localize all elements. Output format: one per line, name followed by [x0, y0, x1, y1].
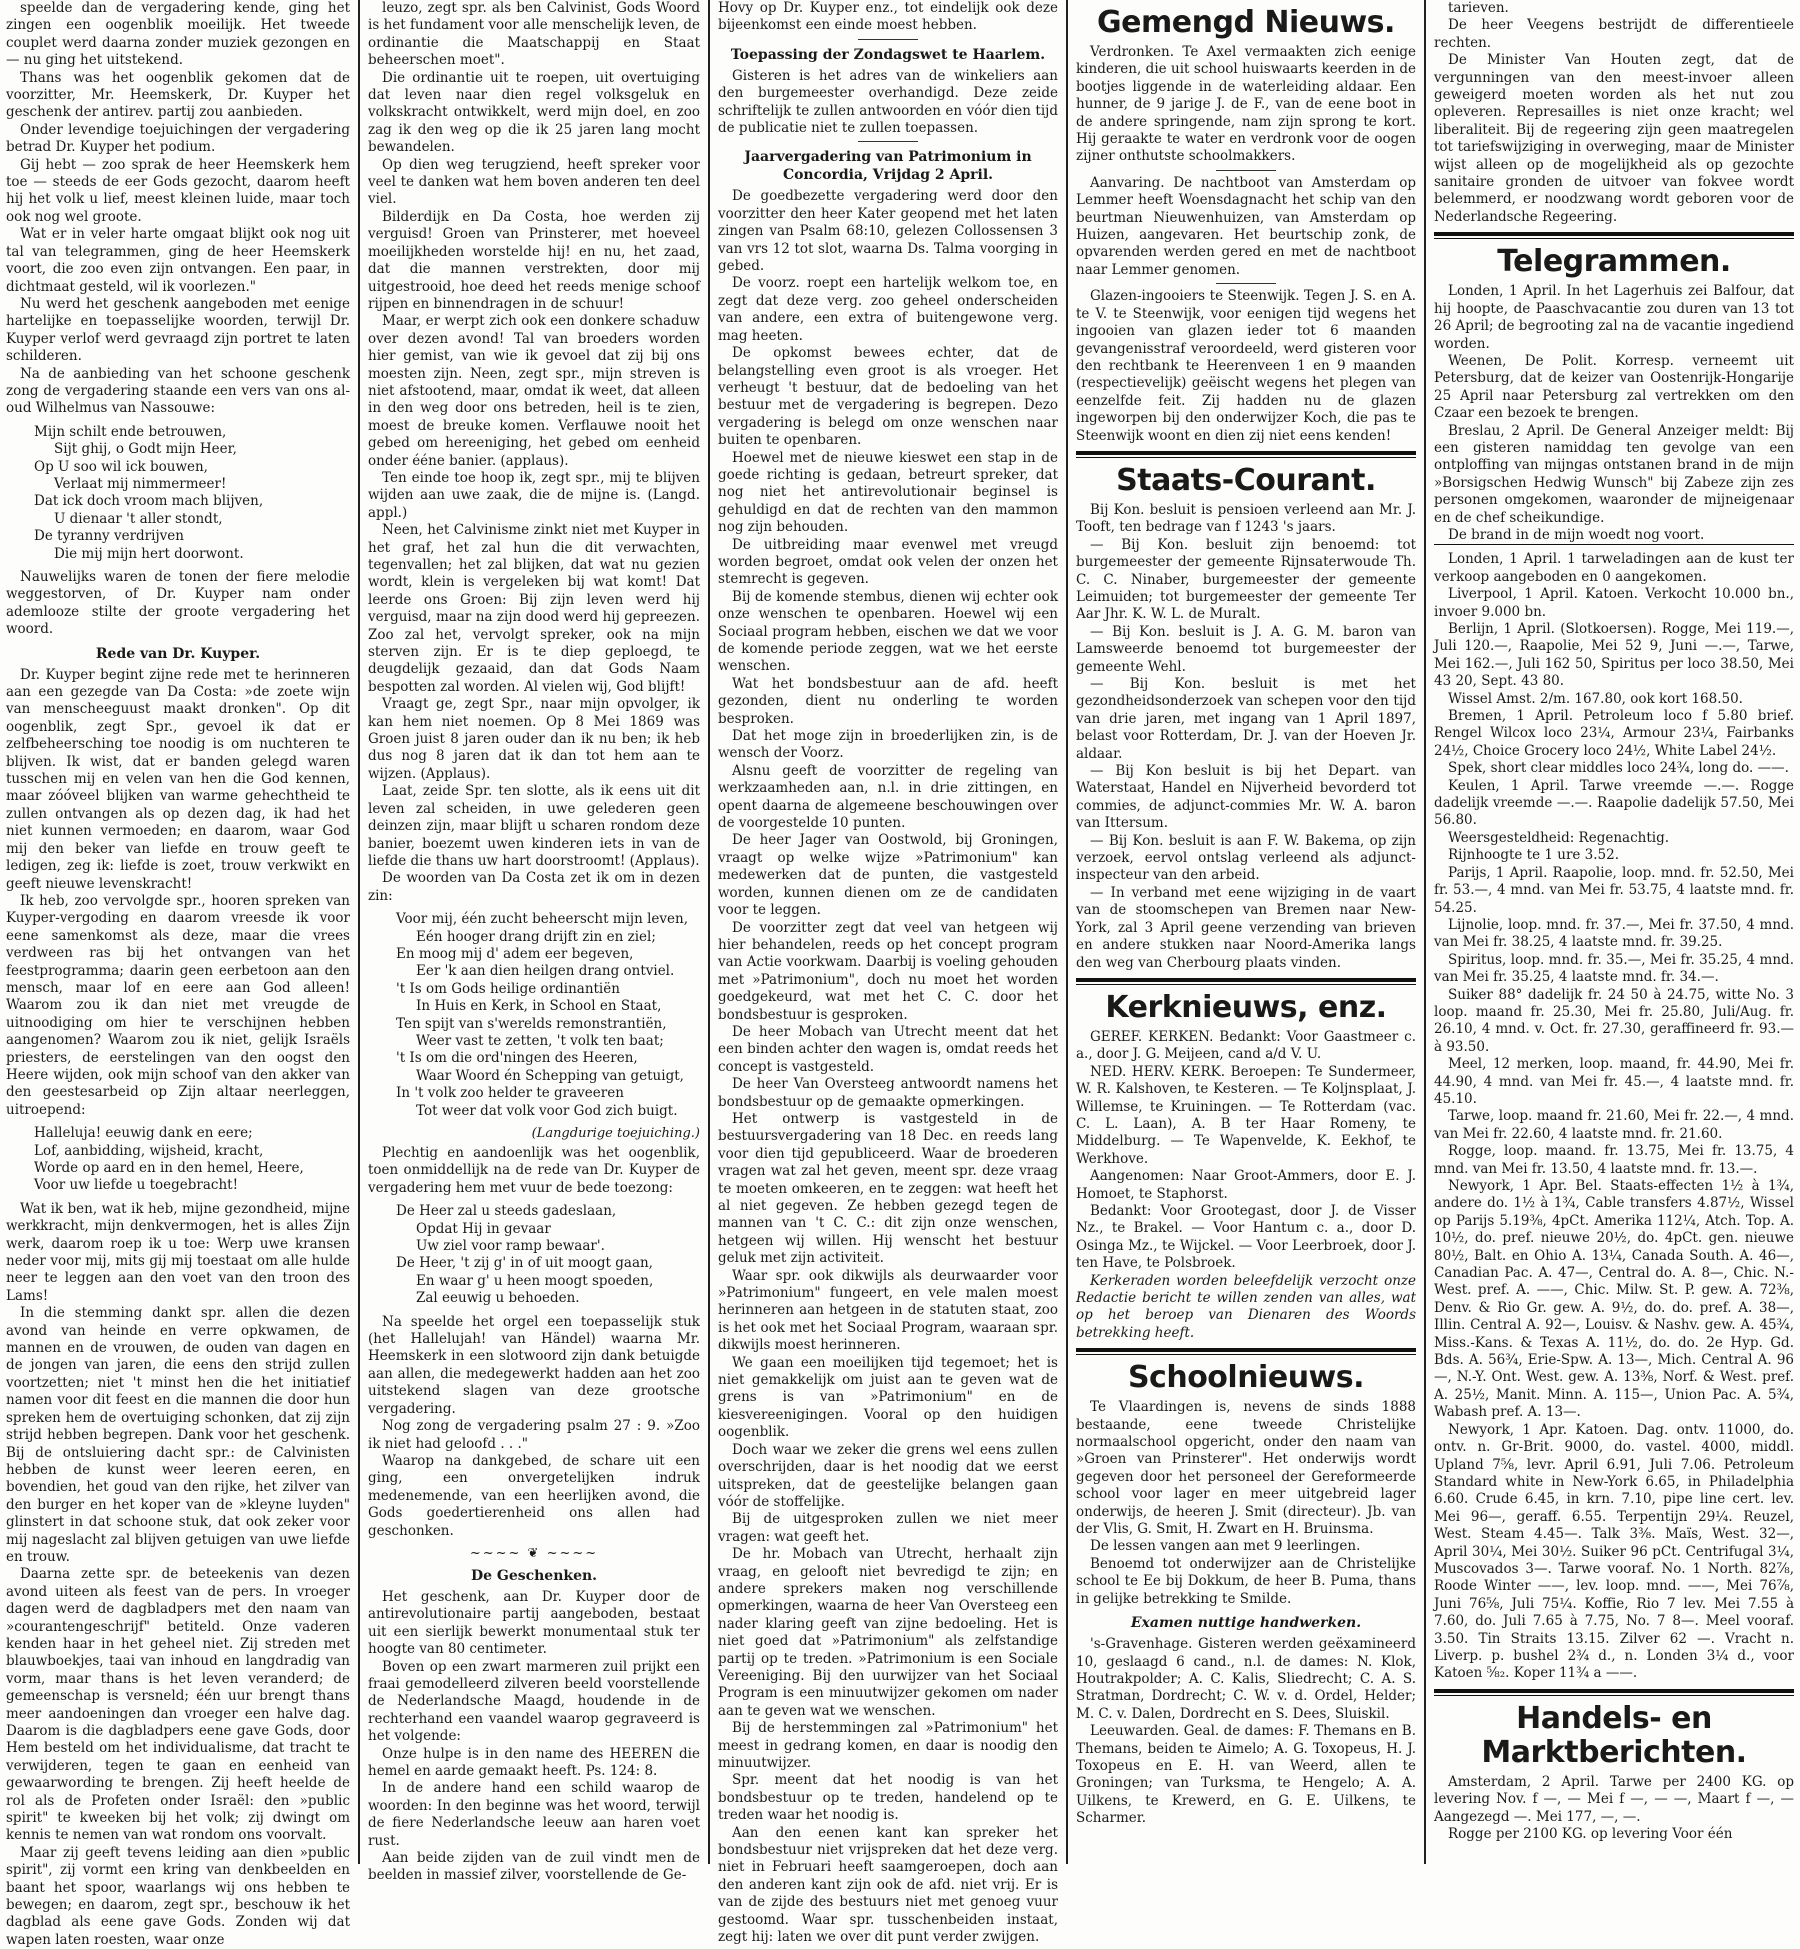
- paragraph: Waar spr. ook dikwijls als deurwaarder voor »Patrimonium" fungeert, en vele malen moest herinneren aan hetgeen in de statuten staat, zoo is het ook met het Sociaal Program, waaraan spr. dikwijls moest herinneren.: [718, 1267, 1058, 1354]
- paragraph: speelde dan de vergadering kende, ging het zingen een oogenblik moeilijk. Het tweede couplet werd daarna zonder muziek gezongen en — nu ging het uitstekend.: [6, 0, 350, 69]
- verse-line: De Heer, 't zij g' in of uit moogt gaan,: [396, 1255, 653, 1272]
- paragraph: De lessen vangen aan met 9 leerlingen.: [1090, 1538, 1361, 1555]
- paragraph: — Bij Kon. besluit is met het gezondheidsonderzoek van schepen voor den tijd van drie jaren, met ingang van 1 April 1897, belast voor Rotterdam, Dr. J. van der Hoeven Jr. aldaar.: [1076, 676, 1416, 762]
- paragraph: Wissel Amst. 2/m. 167.80, ook kort 168.50.: [1448, 690, 1743, 707]
- paragraph: — Bij Kon. besluit zijn benoemd: tot burgemeester der gemeente Rijnsaterwoude Th. C. C. Ninaber, burgemeester der gemeente Leimuiden; tot burgemeester der gemeente Ter Aar Jhr. K. W. L. de Muralt.: [1076, 536, 1416, 623]
- paragraph: — In verband met eene wijziging in de vaart van de stoomschepen van Bremen naar New-York, zal 3 April geene verzending van brieven en andere stukken naar Noord-Amerika langs den weg van Cherbourg plaats vinden.: [1076, 884, 1416, 971]
- paragraph: Glazen-ingooiers te Steenwijk. Tegen J. S. en A. te V. te Steenwijk, voor eenigen tijd wegens het ingooien van glazen ieder tot 6 maanden gevangenisstraf veroordeeld, werd gisteren voor den rechtbank te Heerenveen 1 en 9 maanden (respectievelijk) geëischt wegens het plegen van eenzelfde feit. Zij hadden nu de glazen ingeworpen bij den onderwijzer Koch, die pas te Steenwijk woont en dien zij niet eens kenden!: [1076, 288, 1416, 444]
- verse-line: Voor mij, één zucht beheerscht mijn leven,: [396, 911, 688, 928]
- paragraph: Waarop na dankgebed, de schare uit een ging, een onvergetelijken indruk medenemende, van een heerlijken avond, die Gods goedertierenheid ons allen had geschonken.: [368, 1452, 700, 1539]
- paragraph: Hovy op Dr. Kuyper enz., tot eindelijk ook deze bijeenkomst een einde moest hebben.: [718, 0, 1058, 34]
- paragraph: Na de aanbieding van het schoone geschenk zong de vergadering staande een vers van ons al-oud Wilhelmus van Nassouwe:: [6, 365, 350, 417]
- separator-rule: [1216, 170, 1276, 171]
- paragraph: Ik heb, zoo vervolgde spr., hooren spreken van Kuyper-vergoding en daarom vreesde ik voor eene samenkomst als deze, maar die vrees verdween ras bij het ontvangen van het feestprogramma; daarin geen eerbetoon aan den mensch, maar lof en eere aan God alleen! Waarom zou ik dan niet met vreugde de uitnoodiging om hier te verschijnen hebben aangenomen? Waarom zou ik niet, gelijk Israëls priesters, de eerstelingen van den oogst den Heere wijden, ook mijn schoof van den akker van den geestesarbeid op Zijn altaar neerleggen, uitroepend:: [6, 892, 350, 1118]
- paragraph: Newyork, 1 Apr. Katoen. Dag. ontv. 11000, do. ontv. n. Gr-Brit. 9000, do. vastel. 4000, middl. Upland 7⅝, levr. April 6.91, Juli 7.06. Petroleum Standard white in New-York 6.65, in Philadelphia 6.60. Crude 6.45, in krn. 7.10, pipe line cert. lev. Mei 96—, geraff. 6.55. Terpentijn 29¼. Reuzel, West. Steam 4.45—. Talk 3⅜. Maïs, West. 32—, April 30¼, Mei 30½. Suiker 96 pCt. Centrifugal 3¼, Muscovados 3—. Tarwe vooraf. No. 1 North. 82⅞, Roode Winter ——, lev. loop. mnd. ——, Mei 76⅞, Juni 76⅝, Juli 75¼. Koffie, Rio 7 lev. Mei 7.55 à 7.60, do. Juli 7.65 à 7.75, No. 7 8—. Meel vooraf. 3.50. Tin Straits 13.15. Zilver 62 —. Vracht n. Liverp. p. bushel 2¾ d., n. Londen 3¼ d., voor Katoen ⅝₂. Koper 11¾ a ——.: [1434, 1421, 1794, 1682]
- separator-rule: [858, 39, 918, 40]
- section-rule: [1076, 451, 1416, 455]
- paragraph: Vraagt ge, zegt Spr., naar mijn opvolger, ik kan hem niet noemen. Op 8 Mei 1869 was Groen juist 8 jaren ouder dan ik nu ben; ik heb dus nog 8 jaren dat ik dan tot hem aan te wijzen. (Applaus).: [368, 696, 700, 782]
- column-rule: [708, 0, 710, 1864]
- paragraph: Londen, 1 April. 1 tarweladingen aan de kust ter verkoop aangeboden en 0 aangekomen.: [1434, 551, 1794, 585]
- paragraph: De voorzitter zegt dat veel van hetgeen wij hier behandelen, reeds op het concept program van Actie voorkwam. Daarbij is voeling gehouden met »Patrimonium", doch nu moet het worden goedgekeurd, wat met het C. C. door het bondsbestuur is gesproken.: [718, 919, 1058, 1023]
- verse-line: Tot weer dat volk voor God zich buigt.: [416, 1102, 678, 1119]
- ornament: ~~~~ ❦ ~~~~: [469, 1545, 599, 1561]
- paragraph: Rijnhoogte te 1 ure 3.52.: [1448, 847, 1620, 864]
- verse-line: En waar g' u heen moogt spoeden,: [416, 1272, 654, 1289]
- paragraph: De hr. Mobach van Utrecht, herhaalt zijn vraag, en gelooft niet bevredigd te zijn; en andere sprekers maken nog verschillende opmerkingen, waarna de heer Van Oversteeg een nader klaring geeft van zijne bedoeling. Het is niet goed dat »Patrimonium" als zelfstandige partij op te treden. »Patrimonium is een Sociale Vereeniging. Bij den uurwijzer van het Sociaal Program is een minuutwijzer gekomen om nader aan te geven wat we wenschen.: [718, 1546, 1058, 1719]
- paragraph: In de andere hand een schild waarop de woorden: In den beginne was het woord, terwijl de fiere Nederlandsche leeuw aan haren voet rust.: [368, 1780, 700, 1849]
- paragraph: Weenen, De Polit. Korresp. verneemt uit Petersburg, dat de keizer van Oostenrijk-Hongarije 25 April naar Petersburg zal vertrekken om den Czaar een bezoek te brengen.: [1434, 352, 1794, 422]
- section-heading: Kerknieuws, enz.: [1105, 989, 1387, 1025]
- verse-block: [34, 424, 350, 563]
- paragraph: De woorden van Da Costa zet ik om in dezen zin:: [368, 870, 700, 904]
- gifts-heading: De Geschenken.: [470, 1567, 598, 1584]
- verse-line: 't Is om Gods heilige ordinantiën: [396, 980, 620, 997]
- section-heading: Gemengd Nieuws.: [1097, 5, 1395, 40]
- paragraph: Neen, het Calvinisme zinkt niet met Kuyper in het graf, het zal hun die dit verwachten, tegenvallen; het zal blijken, dat wat nu gezien wordt, klein is vergeleken bij wat komt! Dat leerde ons Groen: Bij zijn leven werd hij verguisd, maar na zijn dood werd hij gepreezen. Zoo zal het, vervolgt spreker, ook na mijn sterven zijn. Er is te diep geploegd, te deugdelijk gezaaid, dan dat Gods Naam bespotten zal worden. Al vielen wij, God blijft!: [368, 522, 700, 695]
- verse-line: En moog mij d' adem eer begeven,: [396, 945, 634, 962]
- paragraph: Suiker 88° dadelijk fr. 24 50 à 24.75, witte No. 3 loop. maand fr. 25.30, Mei fr. 25.80, Juli/Aug. fr. 26.10, 4 mnd. v. Oct. fr. 27.30, geraffineerd fr. 93.— à 93.50.: [1434, 986, 1794, 1055]
- paragraph: Aangenomen: Naar Groot-Ammers, door E. J. Homoet, te Staphorst.: [1076, 1168, 1416, 1202]
- paragraph: Aan den eenen kant kan spreker het bondsbestuur niet vrijspreken dat het deze verg. niet in Februari heeft saamgeroepen, doch aan den anderen kant zijn ook de afd. niet vrij. Er is van de zijde des bestuurs niet met genoeg vuur gestoomd. Waar spr. tusschenbeiden instaat, zegt hij: laten we over dit punt verder zwijgen.: [718, 1824, 1058, 1946]
- verse-line: Mijn schilt ende betrouwen,: [34, 423, 227, 440]
- section-heading: Staats-Courant.: [1116, 462, 1376, 498]
- paragraph: Op dien weg terugziend, heeft spreker voor veel te danken wat hem boven anderen ten deel viel.: [368, 156, 700, 208]
- paragraph: Nog zong de vergadering psalm 27 : 9. »Zoo ik niet had geloofd . . .": [368, 1418, 700, 1452]
- verse-line: Uw ziel voor ramp bewaar'.: [416, 1238, 605, 1255]
- paragraph: Parijs, 1 April. Raapolie, loop. mnd. fr. 52.50, Mei fr. 53.—, 4 mnd. van Mei fr. 53.75, 4 laatste mnd. fr. 54.25.: [1434, 864, 1794, 916]
- paragraph: Het geschenk, aan Dr. Kuyper door de antirevolutionaire partij aangeboden, bestaat uit een sierlijk bewerkt monumentaal stuk ter hoogte van 80 centimeter.: [368, 1588, 700, 1658]
- paragraph: tarieven.: [1448, 0, 1509, 16]
- paragraph: De brand in de mijn woedt nog voort.: [1448, 526, 1705, 543]
- section-rule: [1434, 232, 1794, 236]
- paragraph: Liverpool, 1 April. Katoen. Verkocht 10.000 bn., invoer 9.000 bn.: [1434, 586, 1794, 620]
- paragraph: Maar, er werpt zich ook een donkere schaduw over dezen avond! Tal van broeders worden hier gemist, van wie ik gevoel dat zij bij ons moesten zijn. Neen, zegt spr., mijn streven is niet afstootend, maar, omdat ik weet, dat alleen in den weg door ons betreden, heil is te zien, moest de breuke komen. Verflauwe nooit het gebed om hereeniging, het gebed om eenheid onder ééne banier. (applaus).: [368, 313, 700, 469]
- paragraph: Amsterdam, 2 April. Tarwe per 2400 KG. op levering Nov. f —, — Mei f —, — —, Maart f —, — Aangezegd —. Mei 177, —, —.: [1434, 1773, 1794, 1825]
- verse-line: Ten spijt van s'werelds remonstrantiën,: [396, 1015, 667, 1032]
- paragraph: De heer Jager van Oostwold, bij Groningen, vraagt op welke wijze »Patrimonium" kan medewerken dat de punten, die vastgesteld worden, kunnen dienen om ze de candidaten voor te leggen.: [718, 832, 1058, 919]
- paragraph: Onze hulpe is in den name des HEEREN die hemel en aarde gemaakt heeft. Ps. 124: 8.: [368, 1745, 700, 1779]
- paragraph: Onder levendige toejuichingen der vergadering betrad Dr. Kuyper het podium.: [6, 121, 350, 156]
- paragraph: Maar zij geeft tevens leiding aan dien »public spirit", zij vormt een kring van denkbeelden en baant het spoor, waarlangs wij ons hebben te bewegen; en daarom, zegt spr., beschouw ik het dagblad als eene gave Gods. Zonden wij dat wapen laten roesten, waar onze: [6, 1844, 350, 1948]
- paragraph: — Bij Kon. besluit is aan F. W. Bakema, op zijn verzoek, eervol ontslag verleend als adjunct-inspecteur van den arbeid.: [1076, 832, 1416, 884]
- paragraph: Gij hebt — zoo sprak de heer Heemskerk hem toe — steeds de eer Gods gezocht, daarom heeft hij het volk u lief, meest kleinen luide, maar toch ook nog wel groote.: [6, 156, 350, 225]
- verse-line: Weer vast te zetten, 't volk ten baat;: [416, 1032, 664, 1049]
- paragraph: Breslau, 2 April. De General Anzeiger meldt: Bij een gisteren namiddag ten gevolge van een ontploffing van mijngas ontstanen brand in de mijn »Borsigschen Hedwig Wunsch" bij Zabeze zijn zes personen omgekomen, waaronder de mijneigenaar en de chef scheikundige.: [1434, 422, 1794, 526]
- column-1: [0, 0, 356, 1948]
- paragraph: Keulen, 1 April. Tarwe vreemde —.—. Rogge dadelijk vreemde —.—. Raapolie dadelijk 57.50, Mei 56.80.: [1434, 777, 1794, 829]
- section-rule: [1434, 1695, 1794, 1696]
- paragraph: Aan beide zijden van de zuil vindt men de beelden in massief zilver, voorstellende de Ge-: [368, 1850, 700, 1884]
- paragraph: Te Vlaardingen is, nevens de sinds 1888 bestaande, eene tweede Christelijke normaalschool opgericht, onder den naam van »Groen van Prinsterer". Het onderwijs wordt gegeven door het personeel der Gereformeerde school voor lager en meer uitgebreid lager onderwijs, de heeren J. Smit (directeur). Jb. van der Vlis, G. Smit, H. Zwart en H. Bruinsma.: [1076, 1399, 1416, 1538]
- paragraph: — Bij Kon. besluit is J. A. G. M. baron van Lamsweerde benoemd tot burgemeester der gemeente Wehl.: [1076, 623, 1416, 675]
- paragraph: Plechtig en aandoenlijk was het oogenblik, toen onmiddellijk na de rede van Dr. Kuyper de vergadering hem met vuur de bede toezong:: [368, 1145, 700, 1196]
- column-5: [1428, 0, 1800, 1864]
- verse-line: Worde op aard en in den hemel, Heere,: [34, 1160, 304, 1176]
- paragraph: Bedankt: Voor Grootegast, door J. de Visser Nz., te Brakel. — Voor Hantum c. a., door D. Osinga Mz., te Wijckel. — Voor Leerbroek, door J. ten Have, te Polsbroek.: [1076, 1202, 1416, 1272]
- paragraph: De goedbezette vergadering werd door den voorzitter den heer Kater geopend met het laten zingen van Psalm 68:10, gelezen Collossensen 3 van vrs 12 tot slot, waarna Ds. Talma voorging in gebed.: [718, 188, 1058, 275]
- section-rule: [1076, 984, 1416, 985]
- paragraph: Berlijn, 1 April. (Slotkoersen). Rogge, Mei 119.—, Juli 120.—, Raapolie, Mei 52 9, Juni —.—, Tarwe, Mei 162.—, Juli 162 50, Spiritus per loco 38.50, Mei 43 20, Sept. 43 80.: [1434, 621, 1794, 690]
- paragraph: De heer Van Oversteeg antwoordt namens het bondsbestuur op de gemaakte opmerkingen.: [718, 1076, 1058, 1110]
- paragraph: Alsnu geeft de voorzitter de regeling van werkzaamheden aan, n.l. in drie zittingen, en opent daarna de algemeene beschouwingen over de voorgestelde 10 punten.: [718, 762, 1058, 832]
- paragraph: Nu werd het geschenk aangeboden met eenige hartelijke en toepasselijke woorden, terwijl Dr. Kuyper verlof werd gevraagd zijn portret te laten schilderen.: [6, 295, 350, 365]
- verse-line: In Huis en Kerk, in School en Staat,: [416, 998, 662, 1015]
- paragraph: Meel, 12 merken, loop. maand, fr. 44.90, Mei fr. 44.90, 4 mnd. van Mei fr. 45.—, 4 laatste mnd. fr. 45.10.: [1434, 1056, 1794, 1107]
- paragraph: Newyork, 1 Apr. Bel. Staats-effecten 1½ à 1¾, andere do. 1½ à 1¾, Cable transfers 4.87½, Wissel op Parijs 5.19⅜, 4pCt. Amerika 112¼, Atch. Top. A. 10½, do. pref. nieuwe 20½, do. 4pCt. gen. nieuwe 80½, Balt. en Ohio A. 13¼, Canada South. A. 46—, Canadian Pac. A. 47—, Central do. A. 8—, Chic. N.-West. pref. A. ——, Chic. Milw. St. P. gew. A. 72⅜, Denv. & Rio Gr. gew. A. 9½, do. do. pref. A. 38—, Illin. Central A. 92—, Louisv. & Nashv. gew. A. 45¾, Miss.-Kans. & Texas A. 11½, do. do. 2e Hyp. Gd. Bds. A. 56¾, Erie-Spw. A. 13—, Mich. Central A. 96—, N.-Y. Ont. West. gew. A. 13⅜, Norf. & West. pref. A. 25½, Manit. Minn. A. 115—, Union Pac. A. 5¾, Wabash pref. A. 13—.: [1434, 1178, 1794, 1421]
- paragraph: Leeuwarden. Geal. de dames: F. Themans en B. Themans, beiden te Aimelo; A. G. Toxopeus, H. J. Toxopeus en E. H. van Weerd, allen te Groningen; van Turksma, te Hengelo; A. A. Uilkens, te Krewerd, en G. E. Uilkens, te Scharmer.: [1076, 1723, 1416, 1827]
- paragraph: Na speelde het orgel een toepasselijk stuk (het Hallelujah! van Händel) waarna Mr. Heemskerk in een slotwoord zijn dank betuigde aan allen, die medegewerkt hadden aan het zoo uitstekend slagen van deze grootsche vergadering.: [368, 1313, 700, 1417]
- section-rule: [1076, 1354, 1416, 1355]
- paragraph: Spiritus, loop. mnd. fr. 35.—, Mei fr. 35.25, 4 mnd. van Mei fr. 35.25, 4 laatste mnd. fr. 34.—.: [1434, 951, 1794, 986]
- paragraph: Dr. Kuyper begint zijne rede met te herinneren aan een gezegde van Da Costa: »de zoete wijn van menscheeguust maakt dronken". Op dit oogenblik, zegt Spr., gevoel ik dat er zelfbeheersching toe noodig is om nuchteren te blijven. Ik wist, dat er banden gelegd waren tusschen mij en velen van hen die God kennen, maar zóóveel blijken van warme gehechtheid te zullen ontvangen als op dezen dag, ik had het niet kunnen vermoeden; en daarom, waar God mij den beker van liefde en trouw geeft te ledigen, zeg ik: liefde is zoet, trouw verkwikt en geeft nieuwe levenskracht!: [6, 666, 350, 892]
- paragraph: Benoemd tot onderwijzer aan de Christelijke school te Ee bij Dokkum, de heer B. Puma, thans in gelijke betrekking te Smilde.: [1076, 1555, 1416, 1607]
- verse-line: Waar Woord én Schepping van getuigt,: [416, 1067, 684, 1084]
- paragraph: Bremen, 1 April. Petroleum loco f 5.80 brief. Rengel Wilcox loco 23¼, Armour 23¼, Fairbanks 24½, Choice Grocery loco 24½, White Label 24½.: [1434, 708, 1794, 759]
- paragraph: In die stemming dankt spr. allen die dezen avond van heinde en verre opkwamen, de mannen en de vrouwen, de ouden van dagen en de jongen van jaren, die eens den strijd zullen voortzetten; niet 't minst hen die het initiatief namen voor dit feest en die mannen die door hun spreken hem de overtuiging schonken, dat zij zijn strijd hebben begrepen. Dank voor het geschenk. Bij de ontsluiering dacht spr.: de Calvinisten hebben de kunst weer leeren eeren, en bovendien, het goud van den rijke, het zilver van den burger en het koper van de »kleyne luyden" glinstert in dat schoone stuk, dat ook zeker voor mij nageslacht zal blijven getuigen van uwe liefde en trouw.: [6, 1305, 350, 1565]
- verse-line: Dat ick doch vroom mach blijven,: [34, 493, 264, 510]
- separator-rule: [858, 141, 918, 142]
- paragraph: Bij de komende stembus, dienen wij echter ook onze wenschen te openbaren. Hoewel wij een Sociaal program hebben, eischen we dat we voor de komende periode zeggen, wat we het eerste wenschen.: [718, 588, 1058, 675]
- editorial-note: Kerkeraden worden beleefdelijk verzocht onze Redactie bericht te willen zenden van alles, wat op het beroep van Dienaren des Woords betrekking heeft.: [1076, 1272, 1416, 1341]
- paragraph: Wat ik ben, wat ik heb, mijne gezondheid, mijne werkkracht, mijn denkvermogen, het is alles Zijn werk, daarom roep ik u toe: Werp uwe kransen neder voor mij, mits gij mij toestaat om alle hulde neer te leggen aan den voet van den troon des Lams!: [6, 1200, 350, 1304]
- paragraph: Hoewel met de nieuwe kieswet een stap in de goede richting is gedaan, betreurt spreker, dat nog niet het antirevolutionair beginsel is gehuldigd en dat de rechten van den mammon nog zijn behouden.: [718, 449, 1058, 536]
- paragraph: Bij de herstemmingen zal »Patrimonium" het meest in gedrang komen, en daar is noodig den minuutwijzer.: [718, 1720, 1058, 1771]
- column-3: [712, 0, 1064, 1946]
- column-4: [1070, 0, 1422, 1864]
- verse-line: Opdat Hij in gevaar: [416, 1220, 551, 1237]
- paragraph: De Minister Van Houten zegt, dat de vergunningen van den meest-invoer alleen geweigerd moeten worden als het nut zou opleveren. Represailles is niet onze kracht; wel liberaliteit. Bij de regeering zijn geen maatregelen tot tariefswijziging in overweging, maar de Minister wijst alleen op de mogelijkheid als op gezochte sanitaire gronden de uitvoer van fokvee wordt belemmerd, er noodzwang wordt geboren voor de Nederlandsche Regeering.: [1434, 52, 1794, 225]
- speech-heading: Rede van Dr. Kuyper.: [95, 645, 261, 662]
- verse-line: Eer 'k aan dien heilgen drang ontviel.: [416, 963, 675, 980]
- verse-line: Die mij mijn hert doorwont.: [54, 545, 244, 562]
- column-2: [362, 0, 706, 1884]
- article-heading: Jaarvergadering van Patrimonium in Concordia, Vrijdag 2 April.: [744, 149, 1032, 184]
- verse-line: Zal eeuwig u behoeden.: [416, 1290, 580, 1307]
- paragraph: We gaan een moeilijken tijd tegemoet; het is niet gemakkelijk om juist aan te geven wat de grens is van »Patrimonium" en de kiesvereenigingen. Vooral op den huidigen oogenblik.: [718, 1354, 1058, 1441]
- paragraph: Rogge per 2100 KG. op levering Voor één: [1448, 1826, 1733, 1842]
- paragraph: Londen, 1 April. In het Lagerhuis zei Balfour, dat hij hoopte, de Paaschvacantie zou duren van 13 tot 26 April; de begrooting zal na de vacantie ingediend worden.: [1434, 283, 1794, 352]
- verse-line: Verlaat mij nimmermeer!: [54, 475, 227, 492]
- paragraph: Weersgesteldheid: Regenachtig.: [1448, 829, 1670, 846]
- verse-line: U dienaar 't aller stondt,: [54, 510, 223, 527]
- paragraph: Thans was het oogenblik gekomen dat de voorzitter, Mr. Heemskerk, Dr. Kuyper het geschenk der antirev. partij zou aanbieden.: [6, 69, 350, 121]
- verse-line: 't Is om die ord'ningen des Heeren,: [396, 1050, 638, 1067]
- paragraph: Bij Kon. besluit is pensioen verleend aan Mr. J. Tooft, ten bedrage van f 1243 's jaars.: [1076, 501, 1416, 536]
- verse-line: Halleluja! eeuwig dank en eere;: [34, 1125, 253, 1142]
- verse-block: [34, 1125, 350, 1195]
- paragraph: Daarna zette spr. de beteekenis van dezen avond uiteen als feest van de pers. In vroeger dagen werd de dagbladpers met den naam van »courantengeschrijf" betiteld. Onze vaderen kenden haar in het geheel niet. Zij streden met blauwboekjes, taai van inhoud en langdradig van vorm, maar thans is het leven veranderd; de gemeenschap is versneld; één uur brengt thans meer aandoeningen dan vroeger een halve dag. Daarom is die dagbladpers eene gave Gods, door Hem besteld om het individualisme, dat tracht te verwijderen, tegen te gaan en eenheid van gewaarwording te brengen. Zij heeft heelde de rol als de Profeten onder Israël: den »public spirit" te kweeken bij het volk; zij dwingt om kennis te nemen van wat rondom ons voorvalt.: [6, 1566, 350, 1844]
- verse-line: Sijt ghij, o Godt mijn Heer,: [54, 441, 237, 458]
- verse-line: Voor uw liefde u toegebracht!: [34, 1177, 239, 1194]
- article-heading: Toepassing der Zondagswet te Haarlem.: [730, 46, 1046, 63]
- paragraph: Dat het moge zijn in broederlijken zin, is de wensch der Voorz.: [718, 728, 1058, 762]
- section-heading: Handels- en Marktberichten.: [1481, 1700, 1747, 1770]
- verse-line: In 't volk zoo helder te graveeren: [396, 1085, 624, 1102]
- paragraph: De heer Veegens bestrijdt de differentieele rechten.: [1434, 17, 1794, 51]
- paragraph: GEREF. KERKEN. Bedankt: Voor Gaastmeer c. a., door J. G. Meijeen, cand a/d V. U.: [1076, 1028, 1416, 1063]
- paragraph: De opkomst bewees echter, dat de belangstelling even groot is als vroeger. Het verheugt 't bestuur, dat de bedoeling van het bestuur met de vergadering is begrepen. Dezo vergadering is belegd om onze wenschen naar buiten te openbaren.: [718, 345, 1058, 449]
- verse-line: De tyranny verdrijven: [34, 528, 184, 545]
- paragraph: Wat er in veler harte omgaat blijkt ook nog uit tal van telegrammen, ging de heer Heemskerk voort, die zoo even zijn ontvangen. Een paar, in dichtmaat gesteld, wil ik voorlezen.": [6, 226, 350, 295]
- paragraph: Bij de uitgesproken zullen we niet meer vragen: wat geeft het.: [718, 1511, 1058, 1545]
- paragraph: Rogge, loop. maand. fr. 13.75, Mei fr. 13.75, 4 mnd. van Mei fr. 13.50, 4 laatste mnd. fr. 13.—.: [1434, 1143, 1794, 1177]
- column-rule: [358, 0, 360, 1864]
- section-rule: [1434, 238, 1794, 239]
- paragraph: — Bij Kon besluit is bij het Depart. van Waterstaat, Handel en Nijverheid bevorderd tot commies, de adjunct-commies Mr. W. A. baron van Ittersum.: [1076, 763, 1416, 832]
- paragraph: Lijnolie, loop. mnd. fr. 37.—, Mei fr. 37.50, 4 mnd. van Mei fr. 38.25, 4 laatste mnd. fr. 39.25.: [1434, 916, 1794, 951]
- paragraph: Boven op een zwart marmeren zuil prijkt een fraai gemodelleerd zilveren beeld voorstellende de Nederlandsche Maagd, houdende in de rechterhand een vaandel waarop gegraveerd is het volgende:: [368, 1658, 700, 1745]
- section-rule: [1434, 1689, 1794, 1693]
- paragraph: NED. HERV. KERK. Beroepen: Te Sundermeer, W. R. Kalshoven, te Kesteren. — Te Koljnsplaat, J. Willemse, te Kruiningen. — Te Rotterdam (vac. C. L. Laan), A. B ter Haar Romeny, te Middelburg. — Te Wapenvelde, K. Eekhof, te Werkhove.: [1076, 1063, 1416, 1167]
- paragraph: Nauwelijks waren de tonen der fiere melodie weggestorven, of Dr. Kuyper nam onder ademlooze stilte der groote vergadering het woord.: [6, 569, 350, 638]
- paragraph: leuzo, zegt spr. als ben Calvinist, Gods Woord is het fundament voor alle menschelijk leven, de ordinantie die Maatschappij en Staat beheerschen moet".: [368, 0, 700, 69]
- applause-note: (Langdurige toejuiching.): [531, 1126, 700, 1141]
- paragraph: Het ontwerp is vastgesteld in de bestuursvergadering van 18 Dec. en reeds lang voor dien tijd gepubliceerd. Waar de broederen vragen wat zal het geven, meent spr. deze vraag te moeten omkeeren, en te zeggen: wat heeft het al niet gegeven. Ze hebben gezegd tegen de mannen van 't C. C.: dit zijn onze wenschen, hetgeen wij willen. Hij wenscht het bestuur geluk met zijn activiteit.: [718, 1110, 1058, 1267]
- paragraph: 's-Gravenhage. Gisteren werden geëxamineerd 10, geslaagd 6 cand., n.l. de dames: N. Klok, Houtrakpolder; A. C. Kalis, Sliedrecht; C. A. S. Stratman, Dordrecht; C. W. v. d. Ordel, Helder; M. C. v. Dalen, Dordrecht en S. Dees, Sluiskil.: [1076, 1636, 1416, 1722]
- paragraph: Laat, zeide Spr. ten slotte, als ik eens uit dit leven zal scheiden, in uwe gelederen geen deinzen zijn, maar blijft u scharen rondom deze banier, boezemt uwen kinderen iets in van de liefde die thans uw hart doorstroomt! (Applaus).: [368, 783, 700, 869]
- section-rule: [1434, 544, 1794, 545]
- paragraph: Ten einde toe hoop ik, zegt spr., mij te blijven wijden aan uwe zaak, die de mijne is. (Langd. appl.): [368, 469, 700, 521]
- section-rule: [1076, 978, 1416, 982]
- section-rule: [1076, 1348, 1416, 1352]
- column-rule: [1066, 0, 1068, 1864]
- section-heading: Schoolnieuws.: [1127, 1360, 1365, 1396]
- section-heading: Telegrammen.: [1497, 244, 1731, 280]
- column-rule: [1424, 0, 1426, 1864]
- verse-line: De Heer zal u steeds gadeslaan,: [396, 1203, 617, 1220]
- paragraph: De uitbreiding maar evenwel met vreugd worden begroet, omdat ook velen der onzen het stemrecht is gegeven.: [718, 536, 1058, 588]
- paragraph: Doch waar we zeker die grens wel eens zullen overschrijden, daar is het noodig dat we eerst uitspreken, dat de geestelijke belangen gaan vóór de stoffelijke.: [718, 1441, 1058, 1510]
- separator-rule: [1216, 283, 1276, 284]
- paragraph: Tarwe, loop. maand fr. 21.60, Mei fr. 22.—, 4 mnd. van Mei fr. 22.60, 4 laatste mnd. fr. 21.60.: [1434, 1108, 1794, 1142]
- paragraph: De voorz. roept een hartelijk welkom toe, en zegt dat deze verg. zoo geheel onderscheiden van andere, een extra of buitengewone verg. mag heeten.: [718, 275, 1058, 344]
- verse-block: [396, 911, 700, 1120]
- subsection-heading: Examen nuttige handwerken.: [1130, 1615, 1362, 1632]
- paragraph: De heer Mobach van Utrecht meent dat het een binden achter den wagen is, omdat reeds het concept is vastgesteld.: [718, 1023, 1058, 1075]
- verse-line: Op U soo wil ick bouwen,: [34, 458, 208, 475]
- verse-line: Lof, aanbidding, wijsheid, kracht,: [34, 1142, 264, 1159]
- paragraph: Verdronken. Te Axel vermaakten zich eenige kinderen, die uit school huiswaarts keerden in de bootjes liggende in de waterleiding aldaar. Een hunner, de 9 jarige J. de F., van de eene boot in de andere springende, nam zijn sprong te kort. Hij geraakte te water en verdronk voor de oogen zijner onthutste schoolmakkers.: [1076, 44, 1416, 165]
- paragraph: Bilderdijk en Da Costa, hoe werden zij verguisd! Groen van Prinsterer, met hoeveel moeilijkheden worstelde hij! en nu, het zaad, dat die mannen verstrekten, door mij uitgestrooid, hoe deed het reeds menige schoof rijpen en binnendragen in de schuur!: [368, 208, 700, 312]
- paragraph: Aanvaring. De nachtboot van Amsterdam op Lemmer heeft Woensdagnacht het schip van den beurtman Nieuwenhuizen, van Amsterdam op Huizen, aangevaren. Het beurtschip zonk, de opvarenden werden gered en met de nachtboot naar Lemmer genomen.: [1076, 174, 1416, 278]
- paragraph: Die ordinantie uit te roepen, uit overtuiging dat leven naar dien regel volksgeluk en volkskracht ontwikkelt, werd mijn doel, en zoo zag ik den weg op die ik 25 jaren lang mocht bewandelen.: [368, 69, 700, 156]
- paragraph: Wat het bondsbestuur aan de afd. heeft gezonden, dient nu onderling te worden besproken.: [718, 675, 1058, 727]
- verse-block: [396, 1203, 700, 1307]
- paragraph: Gisteren is het adres van de winkeliers aan den burgemeester overhandigd. Deze zeide schriftelijk te zullen antwoorden en vóór dien tijd de publicatie niet te zullen toepassen.: [718, 67, 1058, 137]
- paragraph: Spek, short clear middles loco 24¾, long do. ——.: [1448, 760, 1789, 777]
- section-rule: [1076, 457, 1416, 458]
- paragraph: Spr. meent dat het noodig is van het bondsbestuur op te treden, handelend op te treden waar het noodig is.: [718, 1772, 1058, 1824]
- verse-line: Eén hooger drang drijft zin en ziel;: [416, 928, 656, 945]
